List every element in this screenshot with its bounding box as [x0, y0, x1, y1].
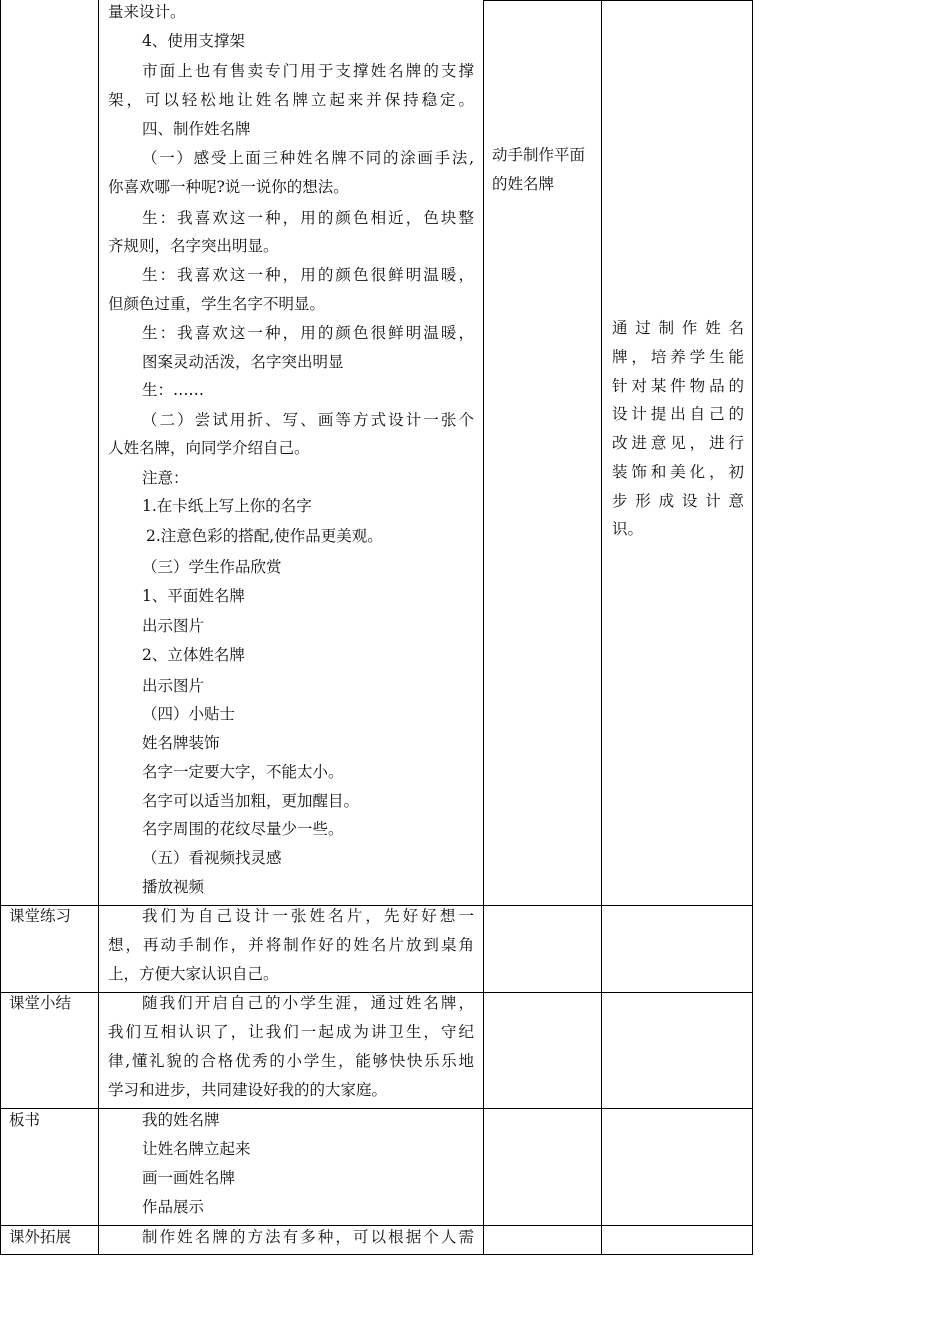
content-line: 图案灵动活泼，名字突出明显: [142, 353, 344, 371]
intent-line: 针对某件物品的: [612, 377, 744, 395]
content-line: （五）看视频找灵感: [142, 849, 282, 867]
blackboard-line: 我的姓名牌: [142, 1111, 220, 1129]
summary-line: 我们互相认识了，让我们一起成为讲卫生，守纪: [108, 1023, 474, 1041]
practice-line: 上，方便大家认识自己。: [108, 965, 279, 983]
content-line: 2.注意色彩的搭配,使作品更美观。: [146, 527, 383, 545]
content-line: 生：我喜欢这一种，用的颜色相近，色块整: [142, 209, 474, 227]
content-line: 人姓名牌，向同学介绍自己。: [108, 439, 310, 457]
practice-line: 我们为自己设计一张姓名片，先好好想一: [142, 907, 474, 925]
summary-line: 随我们开启自己的小学生涯，通过姓名牌，: [142, 994, 474, 1012]
content-line: 注意：: [142, 469, 189, 487]
table-border-col2: [483, 0, 484, 1255]
practice-line: 想，再动手制作，并将制作好的姓名片放到桌角: [108, 936, 474, 954]
content-line: 生：我喜欢这一种，用的颜色很鲜明温暖，: [142, 266, 474, 284]
table-border-left: [0, 0, 1, 1255]
intent-line: 牌，培养学生能: [612, 348, 744, 366]
intent-line: 装饰和美化，初: [612, 463, 744, 481]
content-line: 出示图片: [142, 677, 205, 695]
activity-line: 的姓名牌: [492, 175, 555, 193]
row-label-practice: 课堂练习: [9, 907, 72, 925]
content-line: （三）学生作品欣赏: [142, 558, 282, 576]
content-line: 4、使用支撑架: [142, 32, 245, 50]
content-line: （四）小贴士: [142, 705, 236, 723]
blackboard-line: 作品展示: [142, 1198, 205, 1216]
row-divider: [0, 1108, 753, 1109]
content-line: 四、制作姓名牌: [142, 120, 251, 138]
content-line: 1.在卡纸上写上你的名字: [142, 497, 312, 515]
intent-line: 改进意见，进行: [612, 434, 744, 452]
design-intent-cell: [612, 0, 744, 905]
blackboard-line: 让姓名牌立起来: [142, 1140, 251, 1158]
intent-line: 步形成设计意: [612, 492, 744, 510]
table-border-col1: [98, 0, 99, 1255]
row-divider: [0, 1225, 753, 1226]
content-line: 播放视频: [142, 878, 205, 896]
content-line: 名字周围的花纹尽量少一些。: [142, 820, 344, 838]
content-line: 生：我喜欢这一种，用的颜色很鲜明温暖，: [142, 324, 474, 342]
summary-line: 律,懂礼貌的合格优秀的小学生，能够快快乐乐地: [108, 1052, 474, 1070]
content-line: 你喜欢哪一种呢?说一说你的想法。: [108, 178, 349, 196]
content-line: 出示图片: [142, 617, 205, 635]
content-line: 市面上也有售卖专门用于支撑姓名牌的支撑: [142, 62, 474, 80]
content-line: 生：……: [142, 381, 205, 399]
content-line: 名字一定要大字，不能太小。: [142, 763, 344, 781]
intent-line: 设计提出自己的: [612, 405, 744, 423]
content-line: （一）感受上面三种姓名牌不同的涂画手法,: [142, 149, 474, 167]
row-label-summary: 课堂小结: [9, 994, 72, 1012]
teaching-content-cell: [108, 0, 476, 905]
content-line: 名字可以适当加粗，更加醒目。: [142, 792, 360, 810]
content-line: 量来设计。: [108, 3, 186, 21]
intent-line: 识。: [612, 520, 644, 538]
intent-line: 通过制作姓名: [612, 319, 744, 337]
table-border-right: [752, 0, 753, 1255]
row-label-blackboard: 板书: [9, 1111, 41, 1129]
blackboard-line: 画一画姓名牌: [142, 1169, 236, 1187]
content-line: 2、立体姓名牌: [142, 646, 245, 664]
content-line: （二）尝试用折、写、画等方式设计一张个: [142, 411, 474, 429]
activity-line: 动手制作平面: [492, 146, 586, 164]
content-line: 1、平面姓名牌: [142, 587, 245, 605]
content-line: 姓名牌装饰: [142, 734, 220, 752]
content-line: 齐规则，名字突出明显。: [108, 237, 279, 255]
content-line: 但颜色过重，学生名字不明显。: [108, 295, 326, 313]
content-line: 架，可以轻松地让姓名牌立起来并保持稳定。: [108, 91, 474, 109]
table-border-col3: [601, 0, 602, 1255]
table-border-bottom: [0, 1254, 753, 1255]
summary-line: 学习和进步，共同建设好我的的大家庭。: [108, 1081, 388, 1099]
student-activity-cell: [492, 0, 596, 905]
row-label-extension: 课外拓展: [9, 1228, 72, 1246]
extension-line: 制作姓名牌的方法有多种，可以根据个人需: [142, 1228, 474, 1246]
